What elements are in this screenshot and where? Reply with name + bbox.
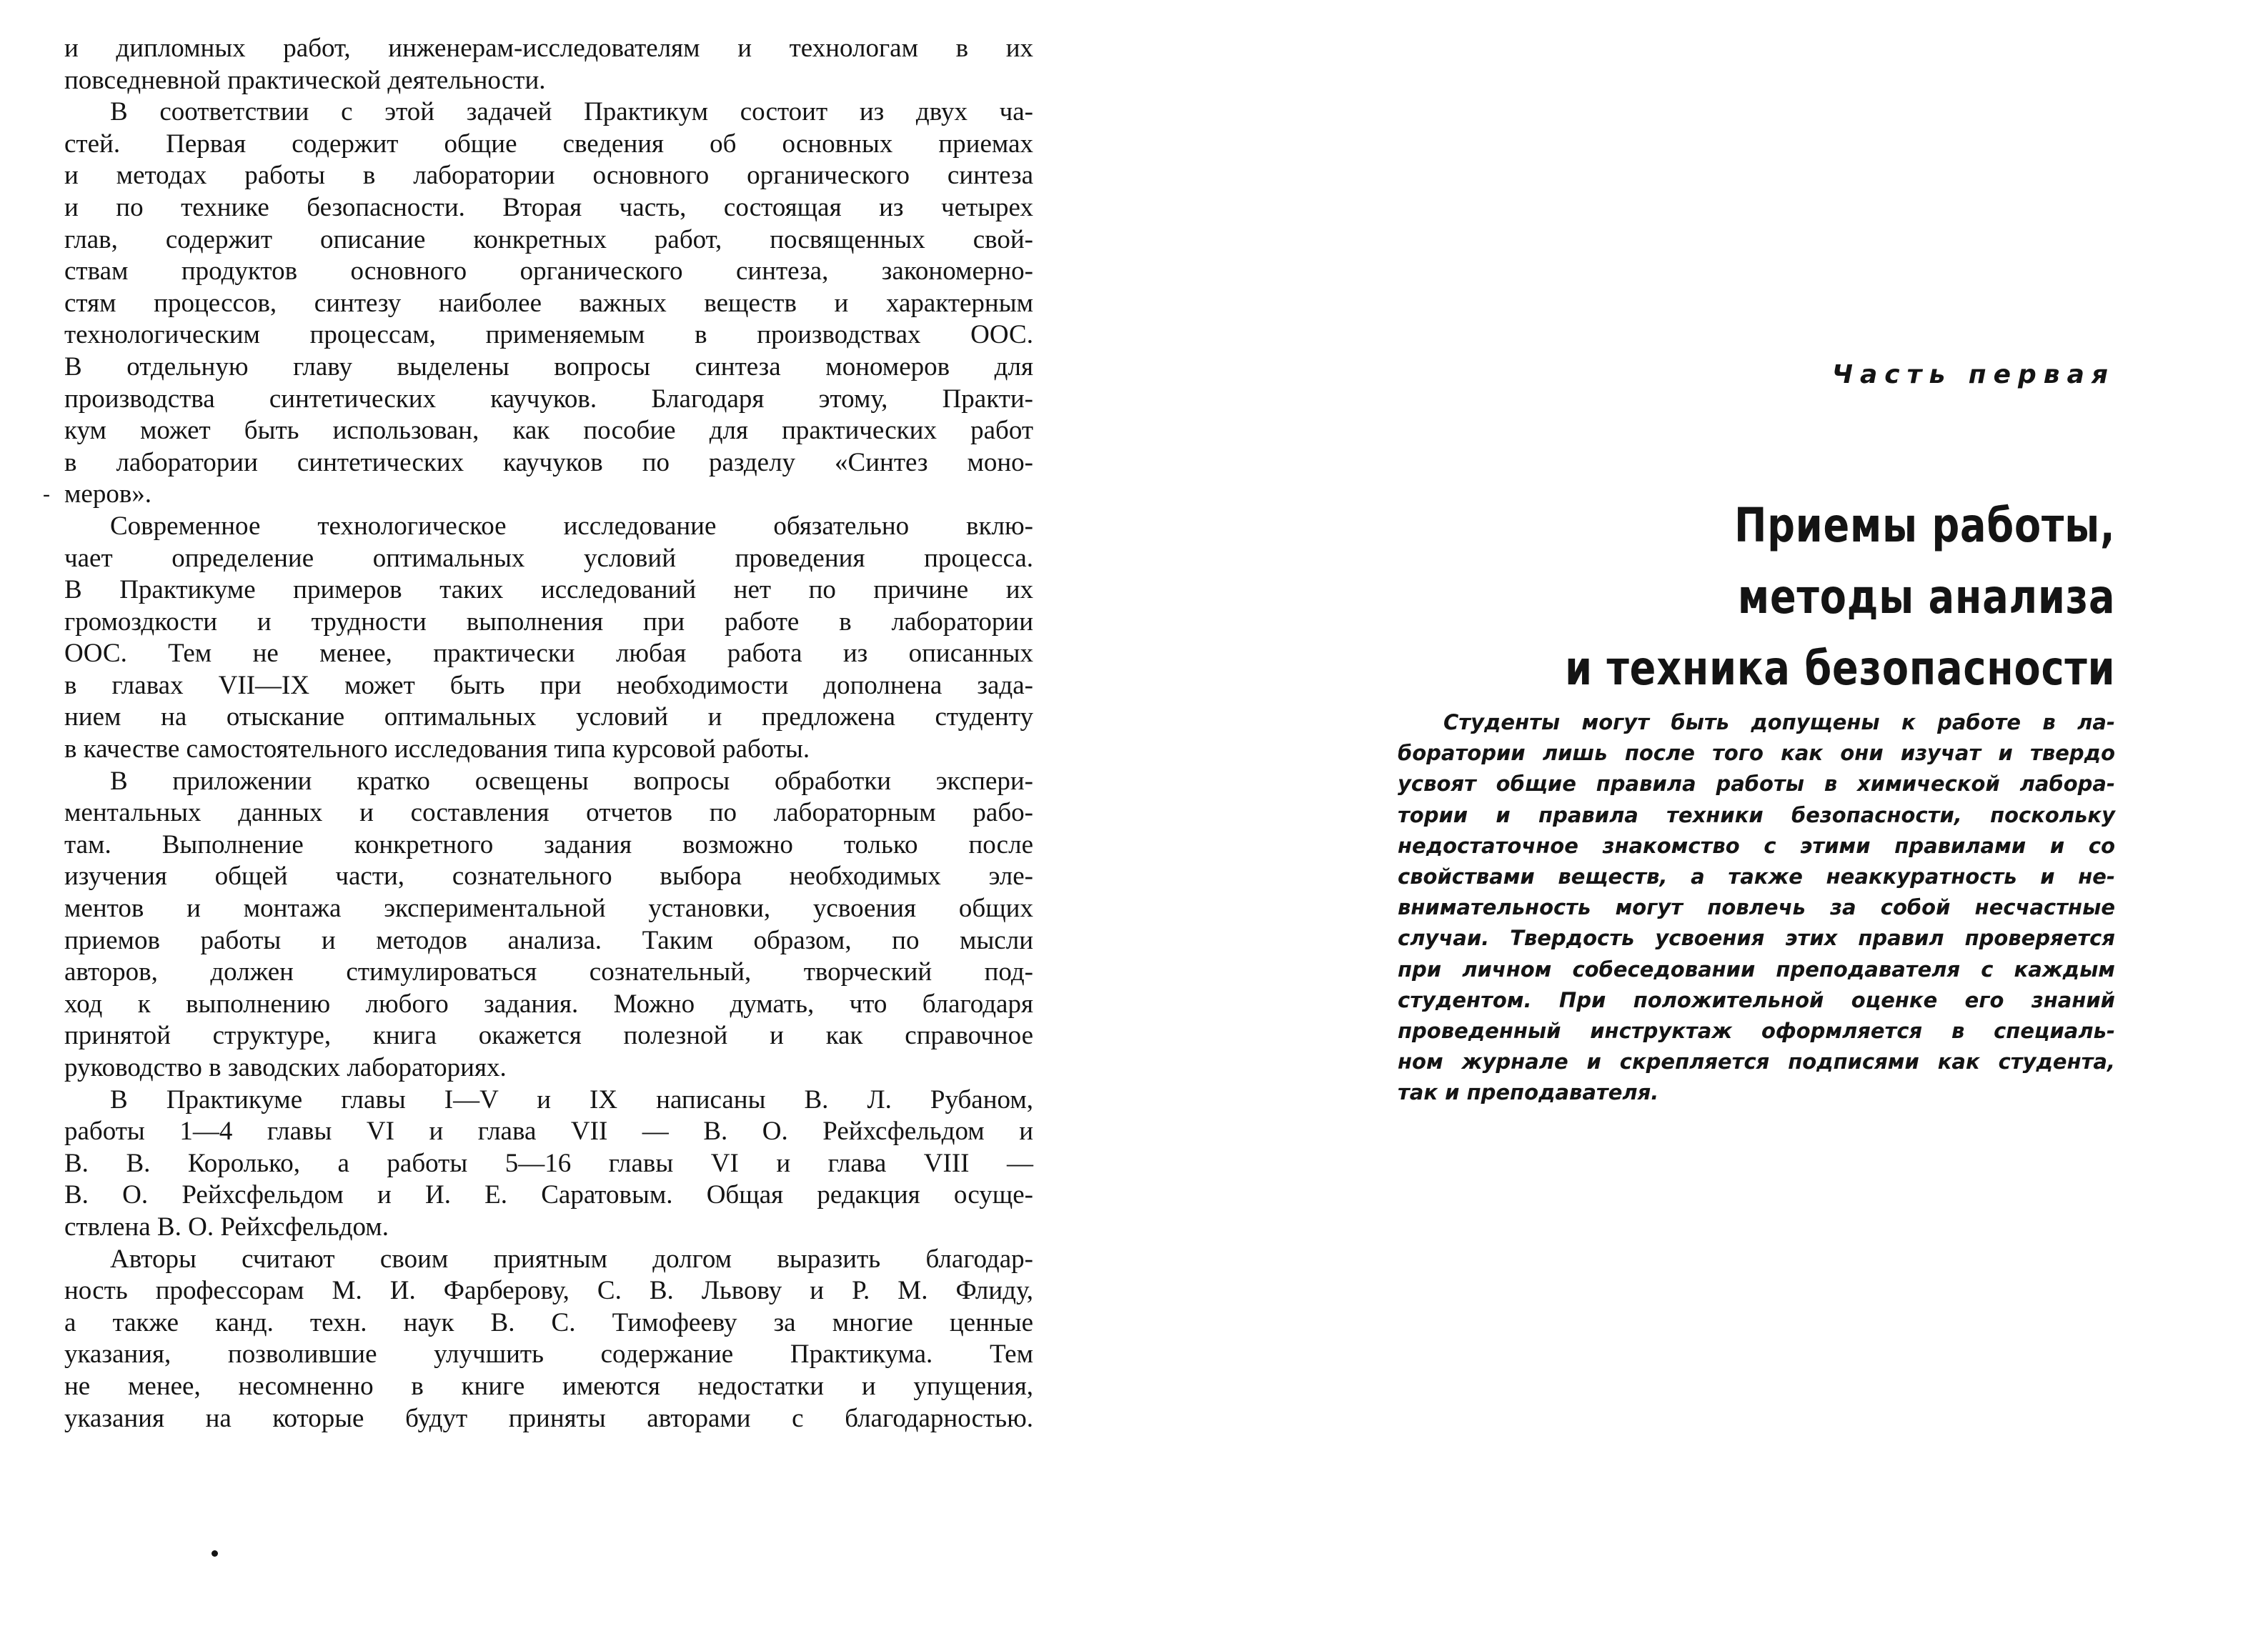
text-line: в качестве самостоятельного исследования типа курсовой работы. (64, 734, 810, 764)
left-page-text (64, 33, 1033, 1435)
text-line: технологическим процессам, применяемым в производствах ООС. (64, 320, 1033, 350)
text-line: В. В. Королько, а работы 5—16 главы VI и глава VIII — (64, 1148, 1033, 1178)
intro-line: усвоят общие правила работы в химической лабора- (1398, 772, 2115, 797)
text-line: авторов, должен стимулироваться сознательный, творческий под- (64, 957, 1033, 987)
intro-line: случаи. Твердость усвоения этих правил проверяется (1398, 926, 2115, 951)
text-line: производства синтетических каучуков. Благодаря этому, Практи- (64, 384, 1033, 414)
part-label: Часть первая (1831, 360, 2115, 389)
part-title (1444, 490, 2115, 704)
text-line: ментальных данных и составления отчетов по лабораторным рабо- (64, 798, 1033, 828)
text-line: В соответствии с этой задачей Практикум состоит из двух ча- (110, 97, 1033, 127)
right-page (1115, 0, 2268, 1646)
text-line: чает определение оптимальных условий проведения процесса. (64, 543, 1033, 573)
margin-mark: - (43, 482, 50, 506)
text-line: В. О. Рейхсфельдом и И. Е. Саратовым. Общая редакция осуще- (64, 1180, 1033, 1210)
intro-paragraph (1398, 707, 2115, 1108)
text-line: ность профессорам М. И. Фарберову, С. В. Львову и Р. М. Флиду, (64, 1276, 1033, 1306)
text-line: стям процессов, синтезу наиболее важных веществ и характерным (64, 288, 1033, 318)
text-line: меров». (64, 479, 152, 509)
text-line: изучения общей части, сознательного выбора необходимых эле- (64, 862, 1033, 892)
title-line: и техника безопасности (1564, 641, 2115, 696)
intro-line: тории и правила техники безопасности, поскольку (1398, 802, 2115, 827)
text-line: Авторы считают своим приятным долгом выразить благодар- (110, 1244, 1033, 1274)
intro-line: свойствами веществ, а также неаккуратность и не- (1398, 864, 2115, 889)
intro-line: недостаточное знакомство с этими правилами и со (1398, 833, 2115, 858)
text-line: в главах VII—IX может быть при необходимости дополнена зада- (64, 670, 1033, 700)
intro-line: так и преподавателя. (1398, 1080, 1659, 1105)
intro-line: ном журнале и скрепляется подписями как студента, (1398, 1049, 2115, 1074)
text-line: указания, позволившие улучшить содержание Практикума. Тем (64, 1340, 1033, 1370)
text-line: В отдельную главу выделены вопросы синтеза мономеров для (64, 351, 1033, 381)
text-line: повседневной практической деятельности. (64, 65, 546, 95)
text-line: и методах работы в лаборатории основного органического синтеза (64, 161, 1033, 191)
intro-line: Студенты могут быть допущены к работе в ла- (1443, 710, 2115, 734)
ink-dot (212, 1550, 218, 1557)
text-line: не менее, несомненно в книге имеются недостатки и упущения, (64, 1371, 1033, 1401)
text-line: кум может быть использован, как пособие для практических работ (64, 416, 1033, 446)
text-line: громоздкости и трудности выполнения при работе в лаборатории (64, 607, 1033, 637)
intro-line: при личном собеседовании преподавателя с каждым (1398, 957, 2115, 982)
text-line: ствам продуктов основного органического синтеза, закономерно- (64, 256, 1033, 286)
text-line: ход к выполнению любого задания. Можно думать, что благодаря (64, 989, 1033, 1019)
text-line: ООС. Тем не менее, практически любая работа из описанных (64, 639, 1033, 669)
text-line: а также канд. техн. наук В. С. Тимофееву за многие ценные (64, 1307, 1033, 1337)
text-line: в лаборатории синтетических каучуков по разделу «Синтез моно- (64, 447, 1033, 477)
text-line: руководство в заводских лабораториях. (64, 1053, 507, 1082)
title-line: методы анализа (1737, 569, 2115, 624)
text-line: глав, содержит описание конкретных работ, посвященных свой- (64, 224, 1033, 254)
intro-line: внимательность могут повлечь за собой несчастные (1398, 895, 2115, 920)
left-page (0, 0, 1115, 1646)
text-line: В Практикуме главы I—V и IX написаны В. Л. Рубаном, (110, 1084, 1033, 1114)
text-line: нием на отыскание оптимальных условий и предложена студенту (64, 702, 1033, 732)
text-line: В приложении кратко освещены вопросы обработки экспери- (110, 766, 1033, 796)
text-line: приемов работы и методов анализа. Таким образом, по мысли (64, 925, 1033, 955)
text-line: и по технике безопасности. Вторая часть, состоящая из четырех (64, 192, 1033, 222)
text-line: Современное технологическое исследование обязательно вклю- (110, 511, 1033, 541)
text-line: ствлена В. О. Рейхсфельдом. (64, 1212, 389, 1242)
text-line: работы 1—4 главы VI и глава VII — В. О. Рейхсфельдом и (64, 1117, 1033, 1147)
text-line: и дипломных работ, инженерам-исследователям и технологам в их (64, 34, 1033, 63)
intro-line: боратории лишь после того как они изучат и твердо (1398, 741, 2115, 766)
text-line: принятой структуре, книга окажется полезной и как справочное (64, 1021, 1033, 1051)
text-line: В Практикуме примеров таких исследований нет по причине их (64, 575, 1033, 605)
intro-line: проведенный инструктаж оформляется в специаль- (1398, 1018, 2115, 1043)
text-line: там. Выполнение конкретного задания возможно только после (64, 829, 1033, 859)
text-line: указания на которые будут приняты авторами с благодарностью. (64, 1403, 1033, 1433)
text-line: стей. Первая содержит общие сведения об основных приемах (64, 129, 1033, 159)
title-line: Приемы работы, (1734, 498, 2115, 553)
intro-line: студентом. При положительной оценке его знаний (1398, 987, 2115, 1012)
text-line: ментов и монтажа экспериментальной установки, усвоения общих (64, 894, 1033, 924)
